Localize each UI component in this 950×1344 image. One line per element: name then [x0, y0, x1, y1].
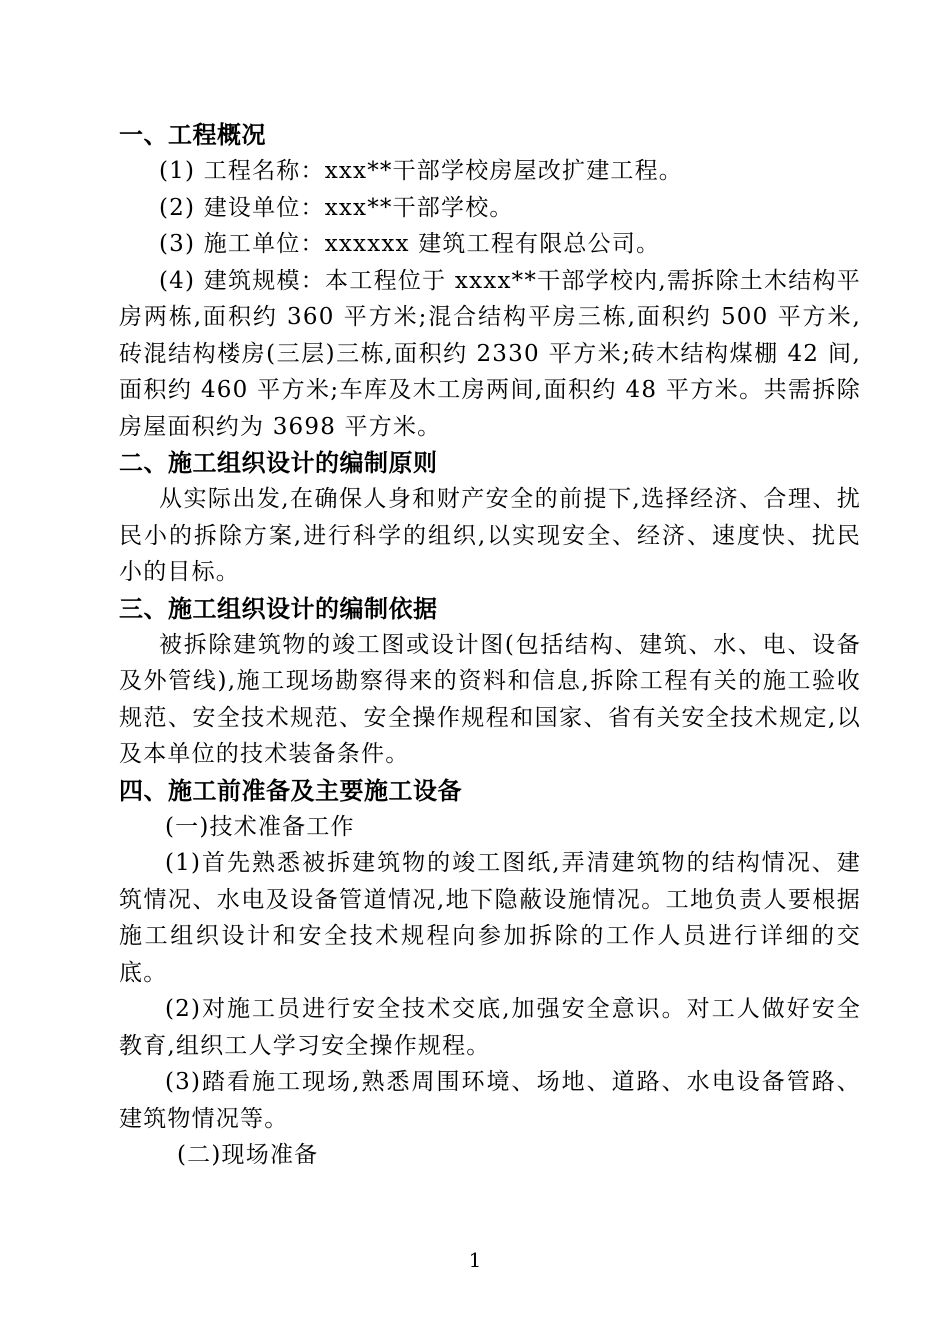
paragraph-principles: 从实际出发,在确保人身和财产安全的前提下,选择经济、合理、扰民小的拆除方案,进行科学的组织,以实现安全、经济、速度快、扰民小的目标。: [119, 486, 861, 585]
document-body: [119, 117, 861, 1174]
paragraph-contractor: (3) 施工单位：xxxxxx 建筑工程有限总公司。: [159, 231, 661, 257]
paragraph-prep-1: (1)首先熟悉被拆建筑物的竣工图纸,弄清建筑物的结构情况、建筑情况、水电及设备管道情况,地下隐蔽设施情况。工地负责人要根据施工组织设计和安全技术规程向参加拆除的工作人员进行详细的交底。: [119, 850, 861, 986]
paragraph-owner: (2) 建设单位：xxx**干部学校。: [159, 194, 514, 221]
paragraph-prep-2: (2)对施工员进行安全技术交底,加强安全意识。对工人做好安全教育,组织工人学习安全操作规程。: [119, 996, 861, 1059]
subheading-technical-prep: (一)技术准备工作: [165, 813, 355, 840]
section-heading-2: 二、施工组织设计的编制原则: [119, 449, 438, 477]
paragraph-scale: (4) 建筑规模：本工程位于 xxxx**干部学校内,需拆除土木结构平房两栋,面积约 360 平方米;混合结构平房三栋,面积约 500 平方米,砖混结构楼房(三层)三栋,面积约 2330 平方米;砖木结构煤棚 42 间,面积约 460 平方米;车库及木工房两间,面积约 48 平方米。共需拆除房屋面积约为 3698 平方米。: [119, 267, 861, 440]
subheading-site-prep: (二)现场准备: [177, 1142, 319, 1168]
page-number: 1: [468, 1248, 482, 1272]
section-heading-1: 一、工程概况: [119, 121, 266, 149]
paragraph-project-name: (1) 工程名称：xxx**干部学校房屋改扩建工程。: [159, 158, 684, 184]
section-heading-3: 三、施工组织设计的编制依据: [119, 594, 438, 623]
section-heading-4: 四、施工前准备及主要施工设备: [119, 776, 462, 805]
paragraph-basis: 被拆除建筑物的竣工图或设计图(包括结构、建筑、水、电、设备及外管线),施工现场勘察得来的资料和信息,拆除工程有关的施工验收规范、安全技术规范、安全操作规程和国家、省有关安全技术规定,以及本单位的技术装备条件。: [119, 631, 861, 767]
paragraph-prep-3: (3)踏看施工现场,熟悉周围环境、场地、道路、水电设备管路、建筑物情况等。: [119, 1069, 861, 1132]
